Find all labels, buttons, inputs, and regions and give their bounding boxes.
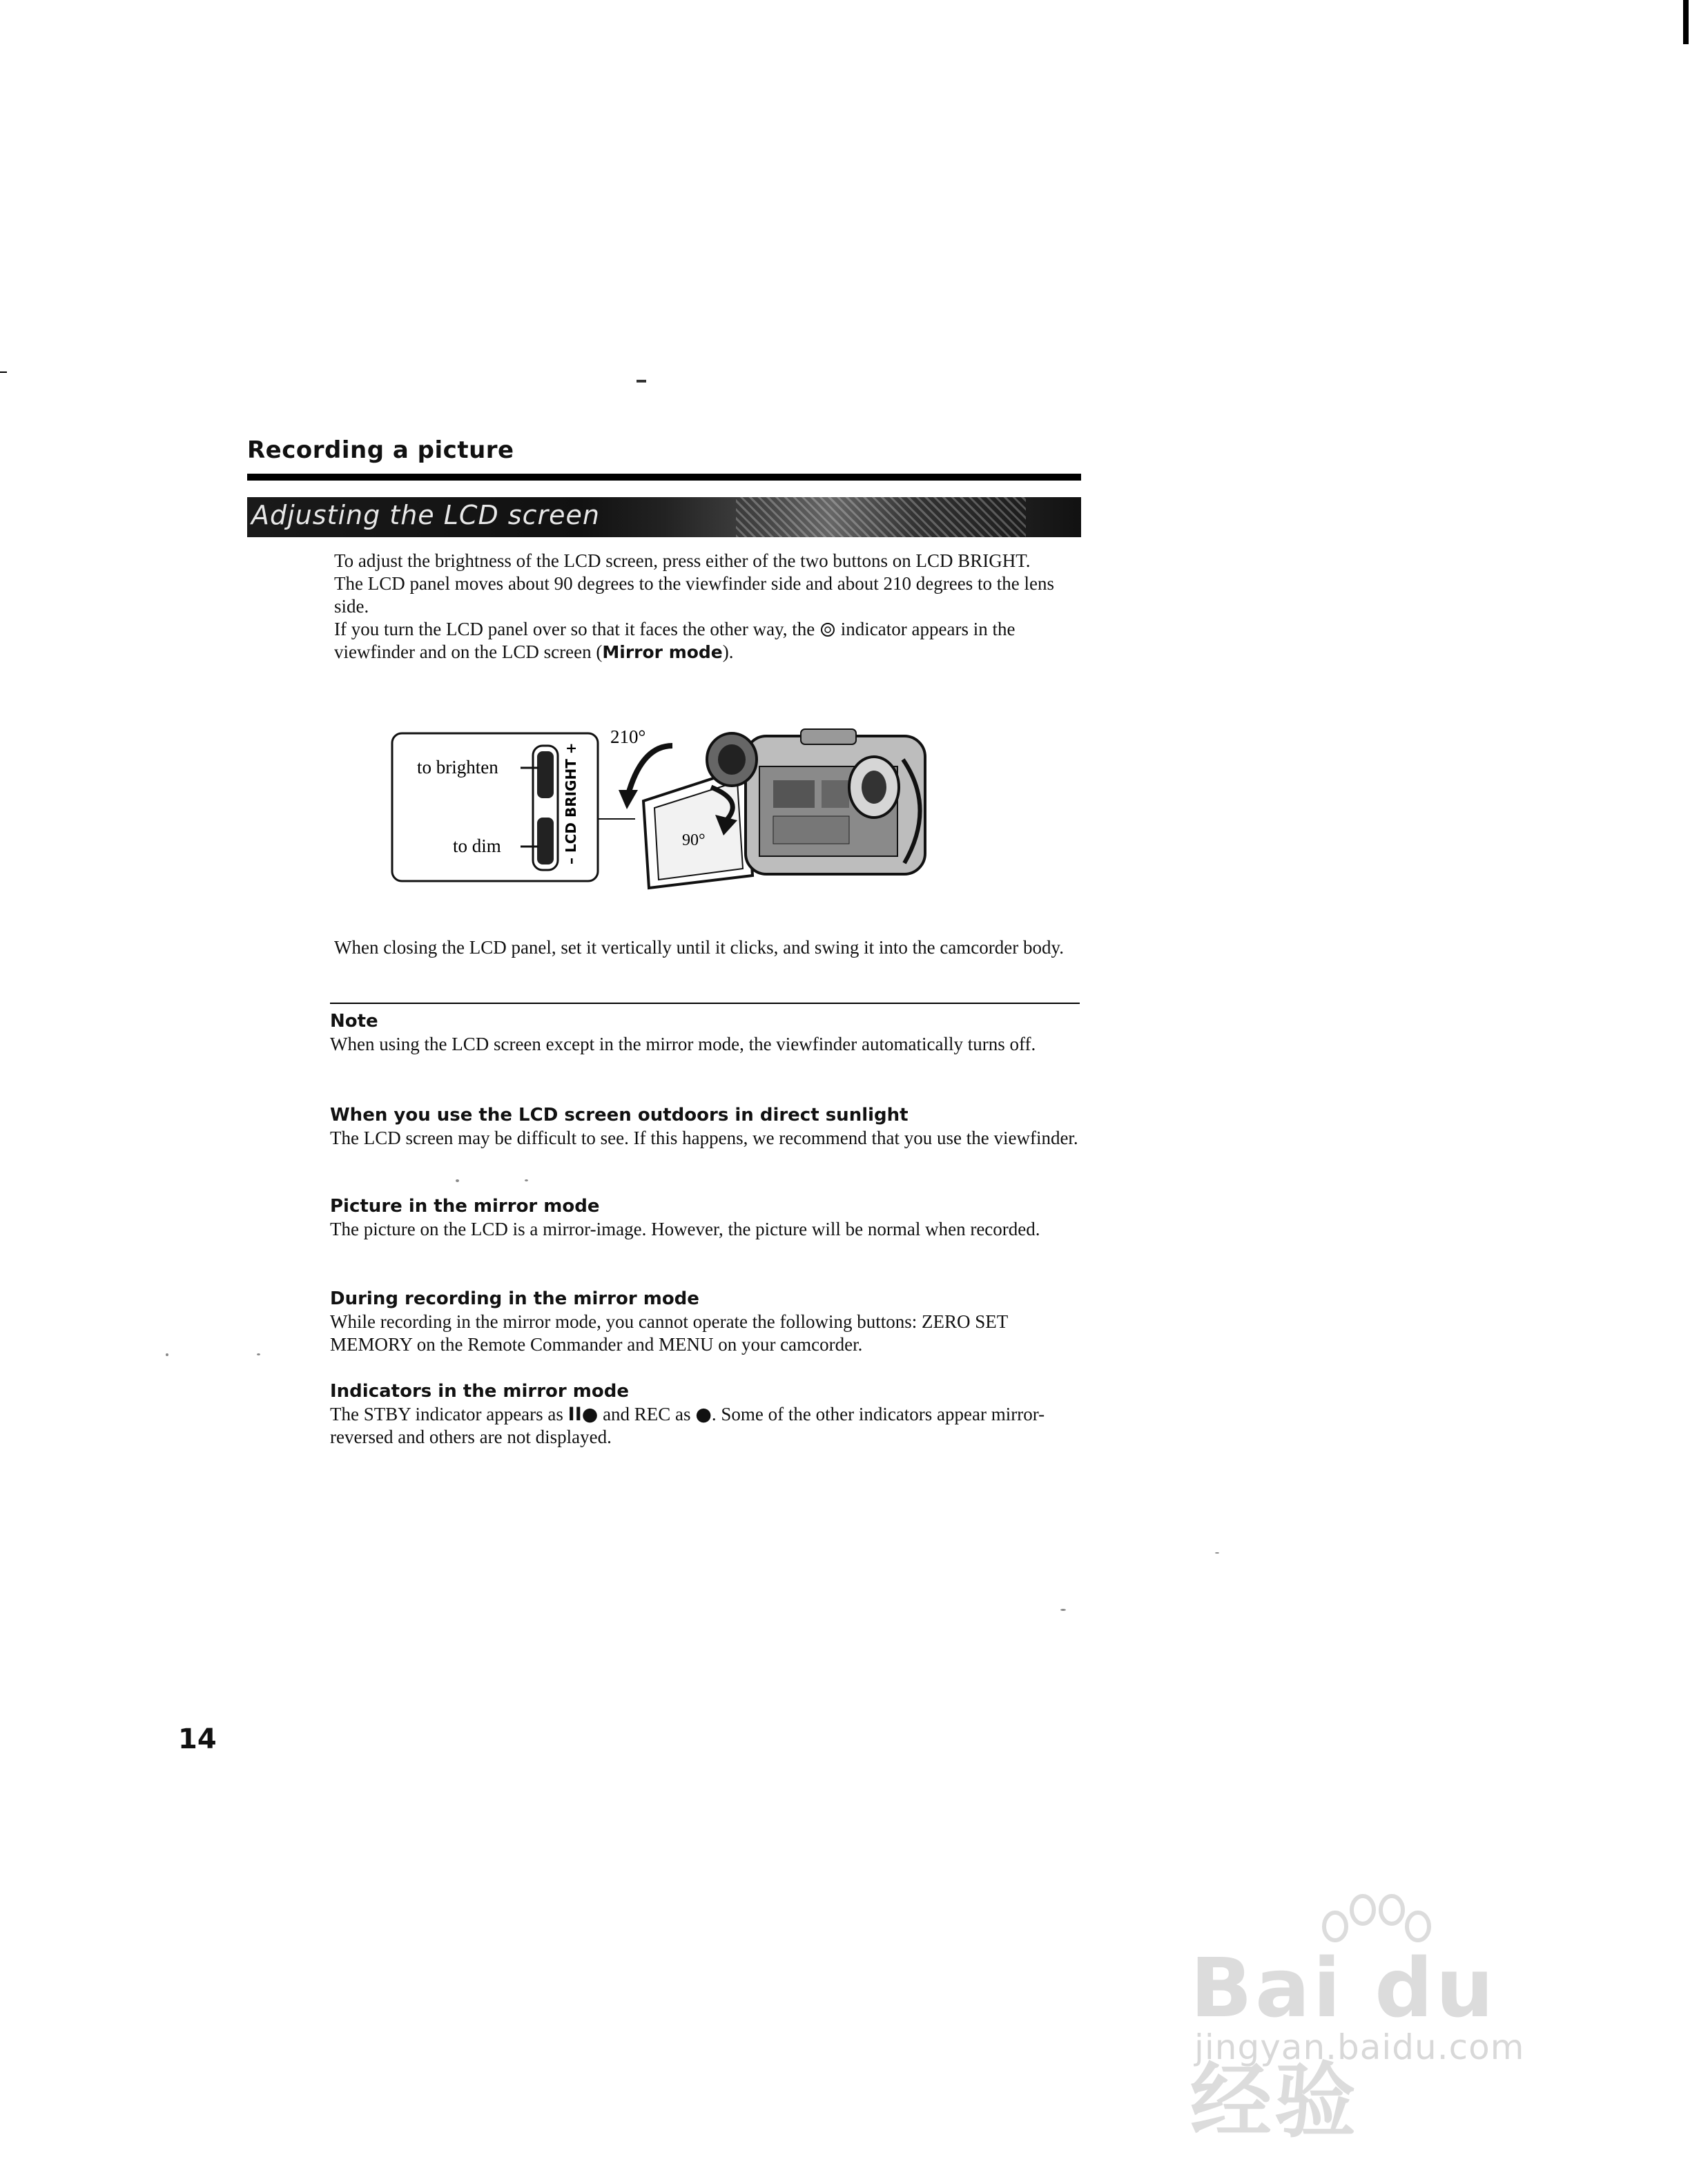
sunlight-heading: When you use the LCD screen outdoors in direct sunlight <box>330 1105 909 1125</box>
closing-text: When closing the LCD panel, set it vertically until it clicks, and swing it into the camcorder body. <box>334 937 1064 958</box>
scan-speck <box>637 380 646 383</box>
angle-90-label: 90° <box>682 831 706 849</box>
stby-indicator-icon: II● <box>567 1404 599 1425</box>
to-dim-label: to dim <box>453 835 501 856</box>
camcorder-top-handle <box>801 729 856 744</box>
mirror-picture-text: The picture on the LCD is a mirror-image. However, the picture will be normal when recorded. <box>330 1219 1040 1239</box>
intro-paragraph-1: To adjust the brightness of the LCD screen, press either of the two buttons on LCD BRIGHT. <box>334 550 1031 571</box>
banner-scan-noise <box>736 497 1026 537</box>
lcd-bright-label: – LCD BRIGHT + <box>563 742 579 864</box>
page-number: 14 <box>178 1723 217 1755</box>
mirror-mode-icon <box>819 621 836 638</box>
mirror-picture-heading: Picture in the mirror mode <box>330 1196 600 1217</box>
mirror-mode-label: Mirror mode <box>602 642 723 662</box>
mirror-recording-heading: During recording in the mirror mode <box>330 1288 699 1309</box>
scan-speck <box>525 1179 528 1181</box>
scan-edge-mark <box>0 371 7 373</box>
mirror-indicators-heading: Indicators in the mirror mode <box>330 1381 629 1402</box>
to-brighten-label: to brighten <box>417 757 498 777</box>
title-rule <box>247 474 1081 481</box>
note-heading: Note <box>330 1011 378 1032</box>
dim-button <box>537 818 554 864</box>
scan-speck <box>166 1353 168 1356</box>
intro-paragraph-2: The LCD panel moves about 90 degrees to the viewfinder side and about 210 degrees to the lens side. <box>334 573 1054 617</box>
camcorder-lens-inner <box>718 744 746 775</box>
indicators-text-after: . Some of the other indicators appear mirror-reversed and others are not displayed. <box>330 1404 1045 1447</box>
rotation-arrow-210 <box>628 746 672 794</box>
mirror-indicators-text <box>330 1403 1082 1449</box>
note-block-2 <box>330 1103 1082 1150</box>
angle-210-label: 210° <box>610 726 646 747</box>
lcd-diagram-svg <box>387 718 973 905</box>
indicators-text-mid: and REC as <box>598 1404 696 1424</box>
scan-edge-mark <box>1683 0 1689 44</box>
note-rule <box>330 1003 1080 1004</box>
intro-p3-before: If you turn the LCD panel over so that it faces the other way, the <box>334 619 820 639</box>
banner-title: Adjusting the LCD screen <box>251 500 600 530</box>
baidu-watermark <box>1190 1892 1591 2149</box>
scan-speck <box>456 1179 459 1182</box>
camcorder-control-1 <box>773 780 815 808</box>
arrow-head-210 <box>619 790 638 809</box>
watermark-url: jingyan.baidu.com <box>1194 2027 1525 2067</box>
note-block-5 <box>330 1380 1082 1449</box>
camcorder-control-2 <box>822 780 849 808</box>
scan-speck <box>1215 1552 1219 1554</box>
intro-p3-end: ). <box>722 641 734 662</box>
section-title: Recording a picture <box>247 436 514 464</box>
sunlight-text: The LCD screen may be difficult to see. If this happens, we recommend that you use the viewfinder. <box>330 1128 1078 1148</box>
note-text: When using the LCD screen except in the mirror mode, the viewfinder automatically turns off. <box>330 1034 1036 1054</box>
section-banner <box>247 497 1081 537</box>
scan-speck <box>257 1353 260 1355</box>
note-block-1 <box>330 1009 1082 1056</box>
viewfinder-lens <box>862 771 886 804</box>
note-block-3 <box>330 1195 1082 1241</box>
rec-indicator-icon: ● <box>695 1404 712 1425</box>
intro-paragraph-3 <box>334 618 1080 664</box>
intro-p3-after: indicator appears in the viewfinder and on the LCD screen ( <box>334 619 1016 662</box>
indicators-text-before: The STBY indicator appears as <box>330 1404 568 1424</box>
scan-speck <box>1060 1609 1066 1611</box>
lcd-diagram <box>387 718 973 905</box>
note-block-4 <box>330 1287 1082 1356</box>
watermark-main-text: Bai du 经验 <box>1190 1940 1497 2149</box>
brighten-button <box>537 751 554 798</box>
mirror-recording-text: While recording in the mirror mode, you cannot operate the following buttons: ZERO SET MEMORY on the Remote Commander and MENU on your camcorder. <box>330 1311 1008 1355</box>
camcorder-control-3 <box>773 816 849 844</box>
intro-text <box>334 550 1080 664</box>
